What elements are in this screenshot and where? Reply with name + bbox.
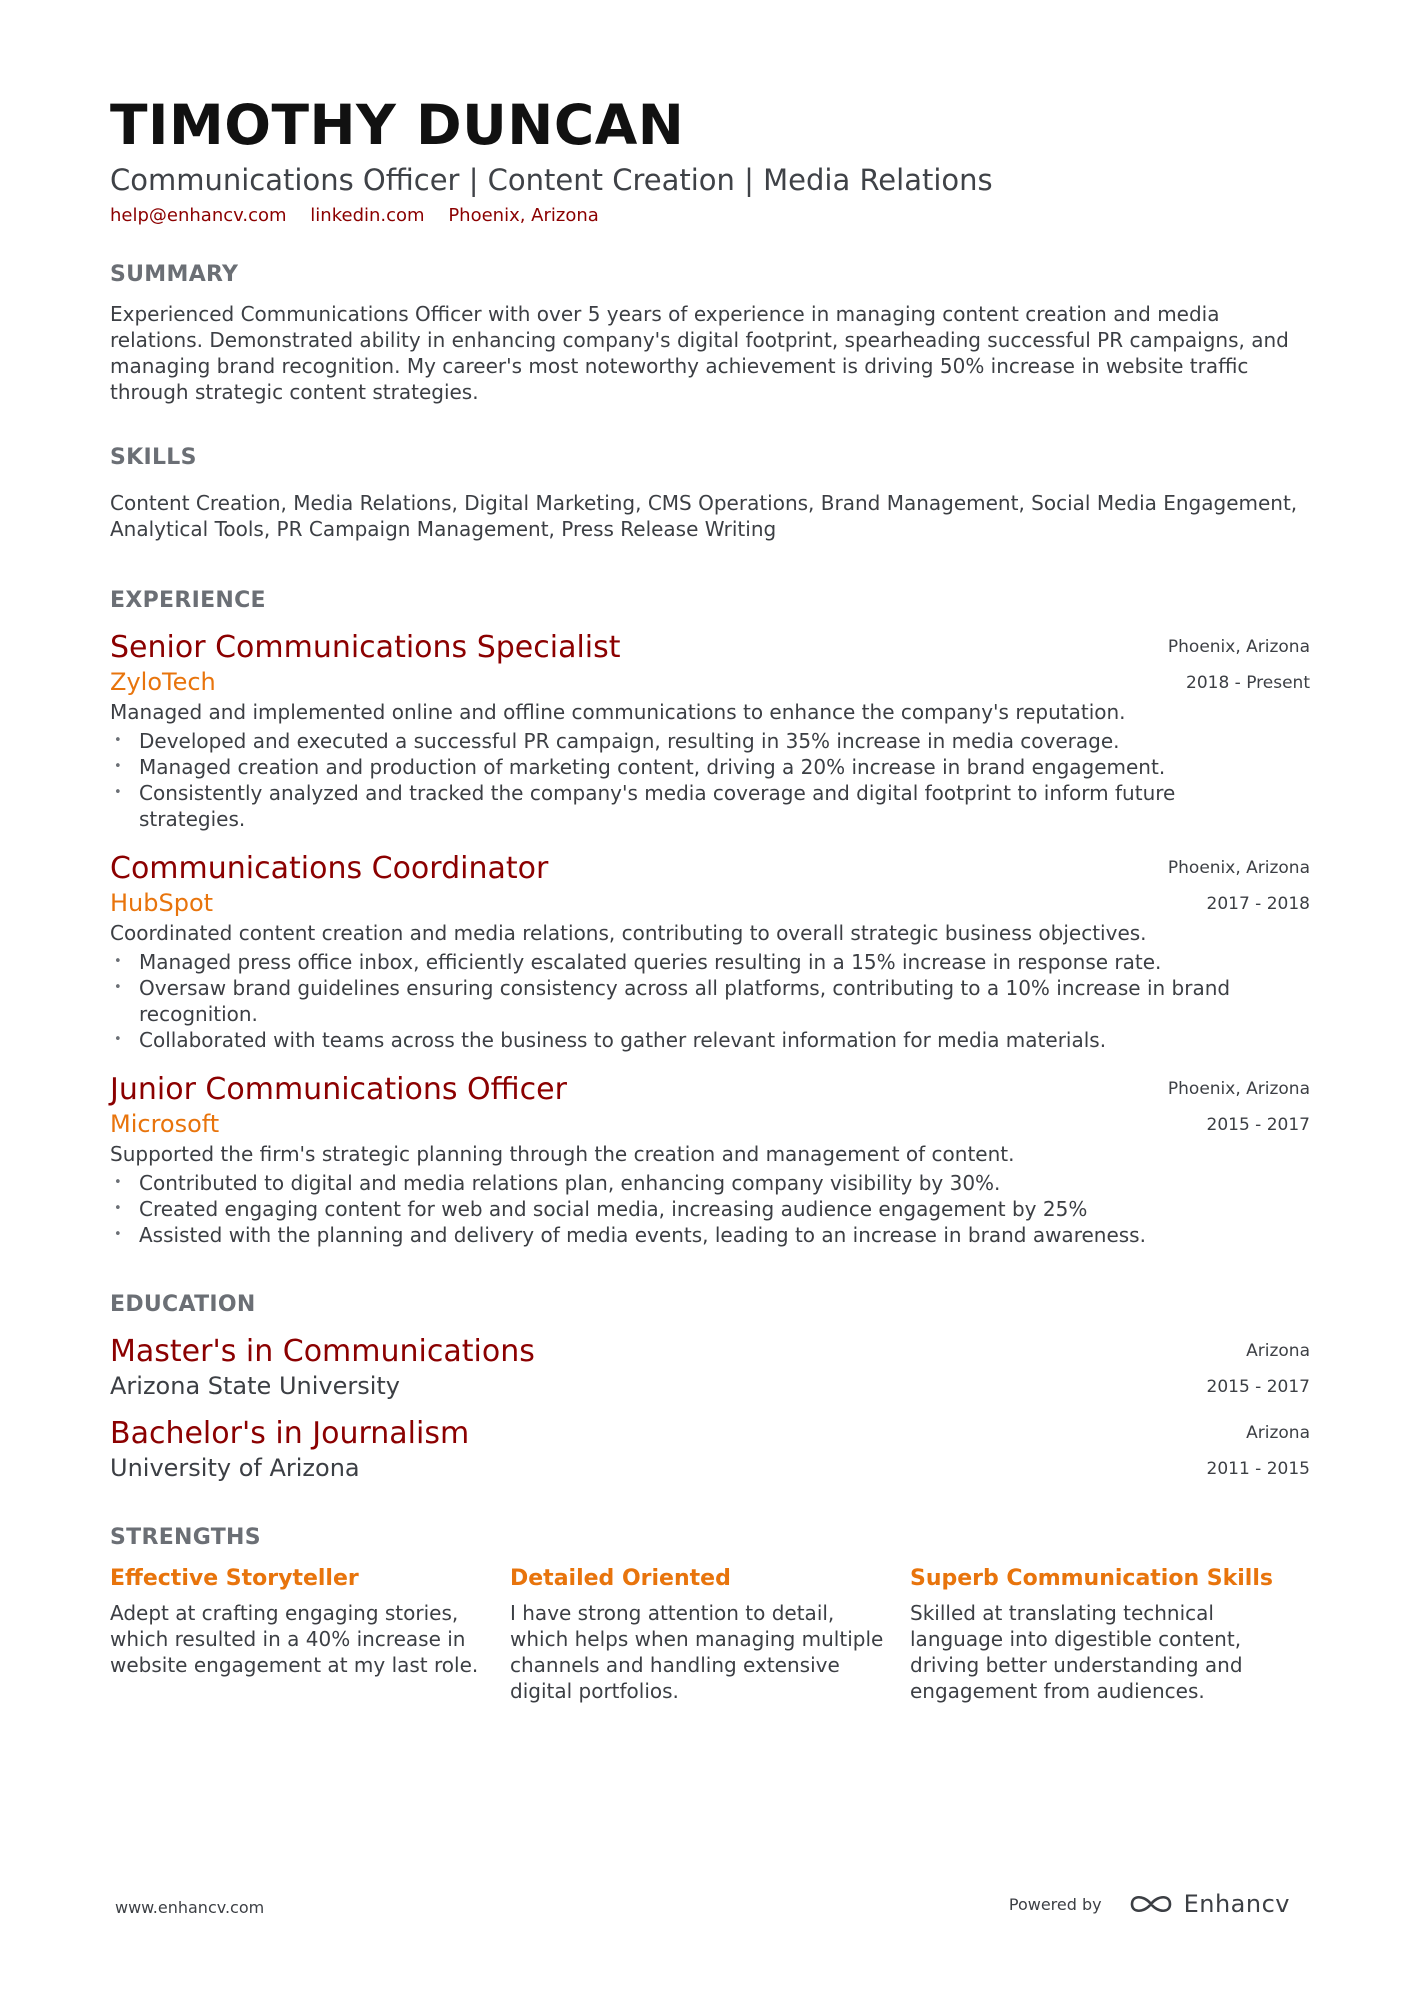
education-dates: 2015 - 2017 [1206, 1377, 1310, 1397]
summary-section [110, 262, 1310, 405]
job-bullets [110, 728, 1310, 832]
strength-title: Effective Storyteller [110, 1566, 359, 1591]
job-meta [1168, 629, 1310, 701]
education-meta [1207, 1415, 1310, 1487]
education-dates: 2011 - 2015 [1206, 1459, 1310, 1479]
job-bullet: • Consistently analyzed and tracked the company's media coverage and digital footprint to inform future strategies. [110, 780, 1269, 832]
education-degree: Bachelor's in Journalism [110, 1416, 470, 1451]
job-bullet: • Assisted with the planning and delivery of media events, leading to an increase in brand awareness. [110, 1222, 1269, 1248]
summary-heading: SUMMARY [110, 262, 239, 287]
resume-page [110, 92, 1310, 1704]
strength-title: Detailed Oriented [510, 1566, 731, 1591]
job-description: Coordinated content creation and media relations, contributing to overall strategic business objectives. [110, 921, 1147, 945]
strength-item [910, 1564, 1310, 1704]
contact-email[interactable]: help@enhancv.com [110, 205, 287, 226]
skills-heading: SKILLS [110, 445, 197, 470]
footer-website[interactable]: www.enhancv.com [115, 1898, 265, 1917]
job-bullet: • Collaborated with teams across the business to gather relevant information for media materials. [110, 1027, 1269, 1053]
experience-section [110, 588, 1310, 1248]
candidate-name: TIMOTHY DUNCAN [110, 93, 685, 157]
job-bullet: • Oversaw brand guidelines ensuring consistency across all platforms, contributing to a 10% increase in brand recognition. [110, 975, 1269, 1027]
job-entry [110, 629, 1310, 832]
job-meta [1168, 850, 1310, 922]
strength-text: Adept at crafting engaging stories, which resulted in a 40% increase in website engagement at my last role. [110, 1601, 479, 1677]
skills-text: Content Creation, Media Relations, Digital Marketing, CMS Operations, Brand Management, Social Media Engagement, Analytical Tools, PR Campaign Management, Press Release Writing [110, 491, 1298, 541]
education-school: University of Arizona [110, 1454, 360, 1482]
job-dates: 2017 - 2018 [1206, 894, 1310, 914]
job-title: Senior Communications Specialist [110, 630, 621, 665]
education-entry [110, 1415, 1310, 1483]
education-entry [110, 1333, 1310, 1401]
job-meta [1168, 1071, 1310, 1143]
job-bullet: • Managed creation and production of marketing content, driving a 20% increase in brand engagement. [110, 754, 1269, 780]
strengths-heading: STRENGTHS [110, 1525, 261, 1550]
footer-branding[interactable] [1009, 1884, 1290, 1924]
job-title: Communications Coordinator [110, 851, 549, 886]
job-bullets [110, 949, 1310, 1053]
job-description: Managed and implemented online and offline communications to enhance the company's reputation. [110, 700, 1126, 724]
education-school: Arizona State University [110, 1372, 401, 1400]
headline: Communications Officer | Content Creation | Media Relations [110, 163, 993, 197]
job-bullet: • Developed and executed a successful PR campaign, resulting in 35% increase in media coverage. [110, 728, 1269, 754]
job-company: HubSpot [110, 889, 214, 917]
job-company: ZyloTech [110, 668, 216, 696]
strength-text: I have strong attention to detail, which helps when managing multiple channels and handling extensive digital portfolios. [510, 1601, 884, 1703]
job-dates: 2018 - Present [1186, 673, 1310, 693]
enhancv-logo-icon [1128, 1891, 1174, 1917]
strengths-grid [110, 1564, 1310, 1704]
education-degree: Master's in Communications [110, 1334, 535, 1369]
resume-header [110, 92, 1310, 228]
job-description: Supported the firm's strategic planning through the creation and management of content. [110, 1142, 1015, 1166]
job-dates: 2015 - 2017 [1206, 1115, 1310, 1135]
education-heading: EDUCATION [110, 1292, 256, 1317]
job-bullet: • Contributed to digital and media relations plan, enhancing company visibility by 30%. [110, 1170, 1269, 1196]
powered-by-text: Powered by [1008, 1894, 1102, 1914]
education-section [110, 1292, 1310, 1483]
job-title: Junior Communications Officer [110, 1072, 567, 1107]
job-location: Phoenix, Arizona [1167, 858, 1310, 878]
education-location: Arizona [1246, 1341, 1310, 1361]
job-entry [110, 1071, 1310, 1248]
job-bullet: • Created engaging content for web and social media, increasing audience engagement by 25% [110, 1196, 1269, 1222]
skills-section [110, 445, 1310, 542]
job-company: Microsoft [110, 1110, 220, 1138]
contact-location: Phoenix, Arizona [448, 205, 599, 226]
summary-text: Experienced Communications Officer with over 5 years of experience in managing content creation and media relations. Demonstrated ability in enhancing company's digital footprint, spearheading successful PR campaigns, and managing brand recognition. My career's most noteworthy achievement is driving 50% increase in website traffic through strategic content strategies. [110, 302, 1289, 404]
job-location: Phoenix, Arizona [1167, 637, 1310, 657]
brand-name: Enhancv [1183, 1890, 1290, 1918]
job-entry [110, 850, 1310, 1053]
education-location: Arizona [1246, 1423, 1310, 1443]
job-bullets [110, 1170, 1310, 1248]
strength-item [110, 1564, 510, 1704]
strength-text: Skilled at translating technical language into digestible content, driving better understanding and engagement from audiences. [910, 1601, 1243, 1703]
job-bullet: • Managed press office inbox, efficiently escalated queries resulting in a 15% increase in response rate. [110, 949, 1269, 975]
job-location: Phoenix, Arizona [1167, 1079, 1310, 1099]
contact-linkedin[interactable]: linkedin.com [310, 205, 425, 226]
education-meta [1207, 1333, 1310, 1405]
contact-row [110, 204, 1310, 228]
strengths-section [110, 1525, 1310, 1704]
strength-item [510, 1564, 910, 1704]
strength-title: Superb Communication Skills [910, 1566, 1273, 1591]
experience-heading: EXPERIENCE [110, 588, 266, 613]
